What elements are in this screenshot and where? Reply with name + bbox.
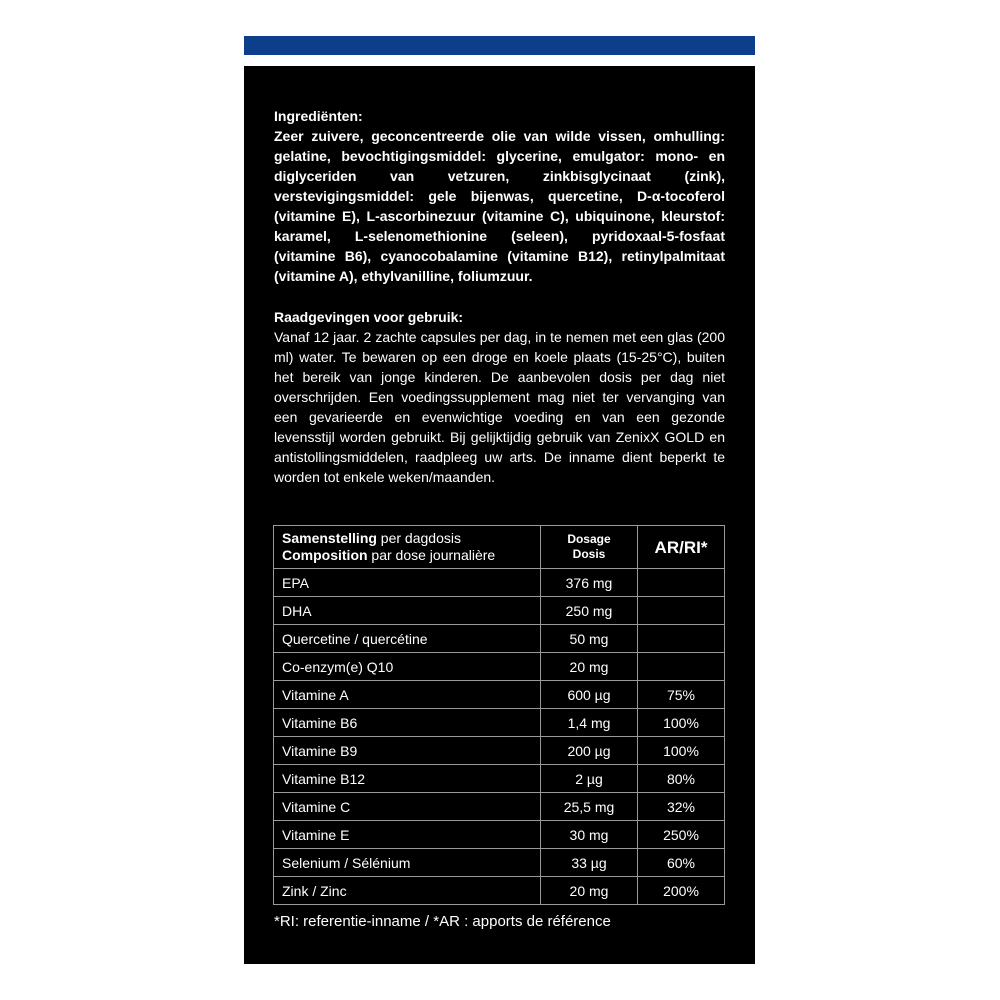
table-row [274,877,725,905]
dose-cell: 600 µg [541,681,638,709]
table-row [274,709,725,737]
dose-cell: 376 mg [541,569,638,597]
nutrient-cell: Selenium / Sélénium [274,849,541,877]
table-row [274,821,725,849]
ri-cell: 250% [638,821,725,849]
ri-cell: 60% [638,849,725,877]
ri-cell: 200% [638,877,725,905]
table-row [274,849,725,877]
dose-cell: 20 mg [541,653,638,681]
table-row [274,653,725,681]
dose-cell: 20 mg [541,877,638,905]
dose-cell: 250 mg [541,597,638,625]
nutrient-cell: EPA [274,569,541,597]
nutrient-cell: Zink / Zinc [274,877,541,905]
ri-cell [638,597,725,625]
dose-cell: 33 µg [541,849,638,877]
label-panel [244,66,755,964]
blue-header-bar [244,36,755,55]
usage-section [274,307,725,487]
dosage-header-fr: Dosage [567,532,611,546]
ri-header-cell: AR/RI* [638,526,725,569]
usage-text: Vanaf 12 jaar. 2 zachte capsules per dag, in te nemen met een glas (200 ml) water. Te bewaren op een droge en koele plaats (15-25°C), buiten het bereik van jonge kinderen. De aanbevolen dosis per dag niet overschrijden. Een voedingssupplement mag niet ter vervanging van een gevarieerde en evenwichtige voeding en van een gezonde levensstijl worden gebruikt. Bij gelijktijdig gebruik van ZenixX GOLD en antistollingsmiddelen, raadpleeg uw arts. De inname dient beperkt te worden tot enkele weken/maanden. [274,329,725,485]
dose-cell: 25,5 mg [541,793,638,821]
nutrient-cell: Vitamine C [274,793,541,821]
table-body [274,569,725,905]
nutrient-cell: Co-enzym(e) Q10 [274,653,541,681]
table-row [274,765,725,793]
table-row [274,737,725,765]
table-header-row [274,526,725,569]
dose-cell: 50 mg [541,625,638,653]
header-fr-bold: Composition [282,547,368,563]
nutrient-cell: Quercetine / quercétine [274,625,541,653]
ri-cell: 80% [638,765,725,793]
nutrient-cell: Vitamine B9 [274,737,541,765]
dosage-header-nl: Dosis [572,547,606,561]
dose-cell: 2 µg [541,765,638,793]
header-nl-rest: per dagdosis [376,530,461,546]
nutrient-cell: Vitamine B6 [274,709,541,737]
nutrient-cell: Vitamine E [274,821,541,849]
ingredients-section [274,106,725,286]
ri-cell [638,569,725,597]
ri-cell [638,653,725,681]
table-row [274,569,725,597]
dose-cell: 1,4 mg [541,709,638,737]
table-row [274,597,725,625]
nutrient-cell: Vitamine A [274,681,541,709]
composition-header-cell [274,526,541,569]
table-row [274,793,725,821]
footnote: *RI: referentie-inname / *AR : apports de référence [274,913,611,930]
ingredients-heading: Ingrediënten: [274,108,363,124]
ri-cell: 100% [638,737,725,765]
nutrient-cell: Vitamine B12 [274,765,541,793]
ingredients-text: Zeer zuivere, geconcentreerde olie van wilde vissen, omhulling: gelatine, bevochtigingsmiddel: glycerine, emulgator: mono- en diglyceriden van vetzuren, zinkbisglycinaat (zink), verstevigingsmiddel: gele bijenwas, quercetine, D-α-tocoferol (vitamine E), L-ascorbinezuur (vitamine C), ubiquinone, kleurstof: karamel, L-selenomethionine (seleen), pyridoxaal-5-fosfaat (vitamine B6), cyanocobalamine (vitamine B12), retinylpalmitaat (vitamine A), ethylvanilline, foliumzuur. [274,128,725,284]
ri-cell: 32% [638,793,725,821]
header-nl-bold: Samenstelling [282,530,377,546]
table-row [274,681,725,709]
nutrient-cell: DHA [274,597,541,625]
dose-cell: 200 µg [541,737,638,765]
usage-heading: Raadgevingen voor gebruik: [274,309,464,325]
dose-cell: 30 mg [541,821,638,849]
composition-table [273,525,725,905]
ri-cell: 100% [638,709,725,737]
dosage-header-cell [541,526,638,569]
header-fr-rest: par dose journalière [367,547,496,563]
table-row [274,625,725,653]
ri-cell [638,625,725,653]
ri-cell: 75% [638,681,725,709]
